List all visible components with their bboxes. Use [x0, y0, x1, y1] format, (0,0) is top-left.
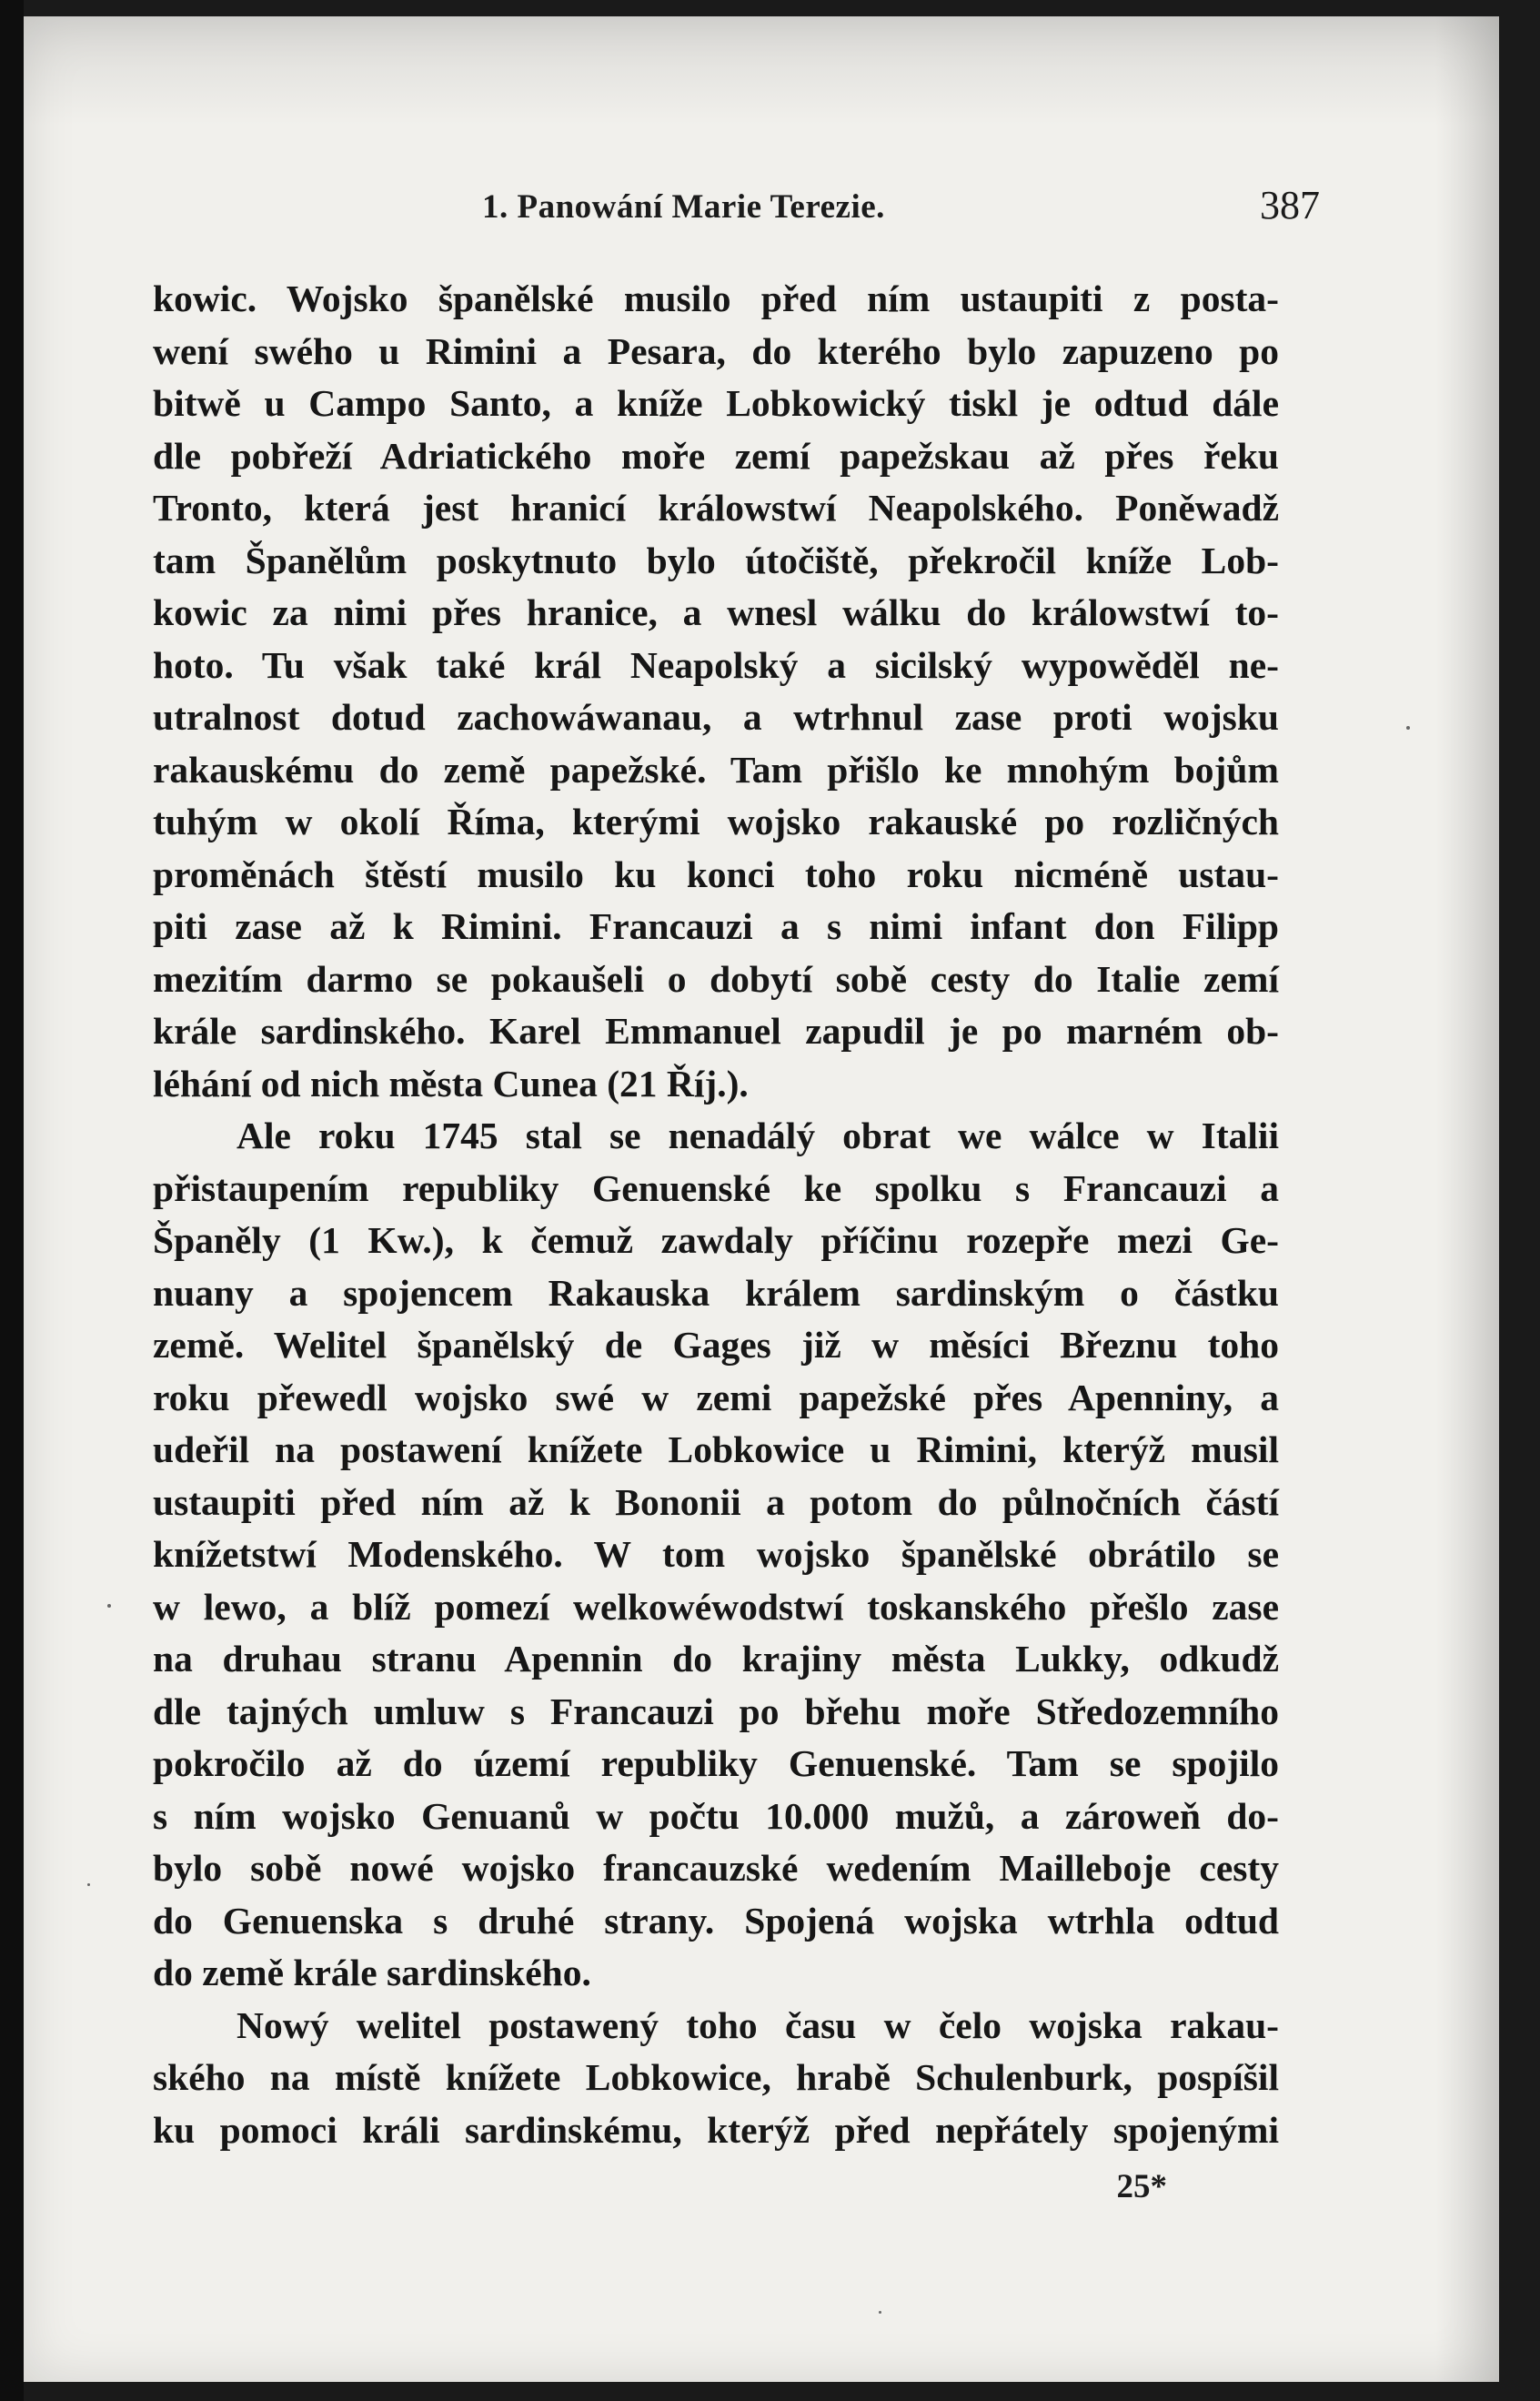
paper-speck: [107, 1604, 111, 1608]
text-line: piti zase až k Rimini. Francauzi a s nimi infant don Filipp: [153, 905, 1279, 947]
text-line: w lewo, a blíž pomezí welkowéwodstwí toskanského přešlo zase: [153, 1585, 1279, 1628]
paper-speck: [87, 1883, 90, 1886]
text-line: hoto. Tu však také král Neapolský a sicilský wypowěděl ne-: [153, 643, 1279, 686]
text-line: pokročilo až do území republiky Genuenské. Tam se spojilo: [153, 1742, 1279, 1784]
text-line: do země krále sardinského.: [153, 1952, 591, 1993]
text-line: proměnách štěstí musilo ku konci toho roku nicméně ustau-: [153, 852, 1279, 895]
paper-speck: [879, 2311, 881, 2314]
text-line: Španěly (1 Kw.), k čemuž zawdaly příčinu rozepře mezi Ge-: [153, 1219, 1279, 1261]
paper-speck: [1406, 726, 1410, 730]
signature-mark: 25*: [1116, 2168, 1167, 2205]
text-line: krále sardinského. Karel Emmanuel zapudil je po marném ob-: [153, 1010, 1279, 1052]
text-line: utralnost dotud zachowáwanau, a wtrhnul zase proti wojsku: [153, 696, 1279, 738]
text-line: na druhau stranu Apennin do krajiny města Lukky, odkudž: [153, 1638, 1279, 1680]
text-line: knížetstwí Modenského. W tom wojsko španělské obrátilo se: [153, 1533, 1279, 1575]
text-line: rakauskému do země papežské. Tam přišlo ke mnohým bojům: [153, 748, 1279, 791]
text-line: ustaupiti před ním až k Bononii a potom do půlnočních částí: [153, 1480, 1279, 1523]
text-line: kowic za nimi přes hranice, a wnesl wálku do králowstwí to-: [153, 591, 1279, 633]
page-number: 387: [1260, 183, 1320, 227]
text-line: dle pobřeží Adriatického moře zemí papežskau až přes řeku: [153, 434, 1279, 477]
text-line: s ním wojsko Genuanů w počtu 10.000 mužů, a zároweň do-: [153, 1794, 1279, 1837]
text-line: země. Welitel španělský de Gages již w měsíci Březnu toho: [153, 1324, 1279, 1366]
text-line: přistaupením republiky Genuenské ke spolku s Francauzi a: [153, 1166, 1279, 1209]
text-line: dle tajných umluw s Francauzi po břehu moře Středozemního: [153, 1690, 1279, 1732]
text-line: Nowý welitel postawený toho času w čelo wojska rakau-: [237, 2003, 1279, 2046]
text-line: kowic. Wojsko španělské musilo před ním ustaupiti z posta-: [153, 277, 1279, 319]
text-line: bylo sobě nowé wojsko francauzské wedením Mailleboje cesty: [153, 1847, 1279, 1889]
scan-border-left: [0, 0, 24, 2401]
running-head: 1. Panowání Marie Terezie.: [482, 188, 885, 226]
text-line: Ale roku 1745 stal se nenadálý obrat we wálce w Italii: [237, 1115, 1279, 1156]
text-line: tam Španělům poskytnuto bylo útočiště, překročil kníže Lob-: [153, 539, 1279, 581]
text-line: bitwě u Campo Santo, a kníže Lobkowický tiskl je odtud dále: [153, 382, 1279, 424]
text-line: udeřil na postawení knížete Lobkowice u Rimini, kterýž musil: [153, 1428, 1279, 1470]
text-line: mezitím darmo se pokaušeli o dobytí sobě cesty do Italie zemí: [153, 957, 1279, 1000]
text-line: nuany a spojencem Rakauska králem sardinským o částku: [153, 1271, 1279, 1314]
text-line: Tronto, která jest hranicí králowstwí Neapolského. Poněwadž: [153, 487, 1279, 529]
text-line: roku přewedl wojsko swé w zemi papežské přes Apenniny, a: [153, 1376, 1279, 1418]
text-line: tuhým w okolí Říma, kterými wojsko rakauské po rozličných: [153, 801, 1279, 842]
text-line: wení swého u Rimini a Pesara, do kterého bylo zapuzeno po: [153, 329, 1279, 372]
body-text: [153, 273, 1279, 2156]
text-line: ského na místě knížete Lobkowice, hrabě Schulenburk, pospíšil: [153, 2056, 1279, 2098]
text-line: ku pomoci králi sardinskému, kterýž před nepřátely spojenými: [153, 2108, 1279, 2151]
text-line: léhání od nich města Cunea (21 Říj.).: [153, 1062, 749, 1105]
text-line: do Genuenska s druhé strany. Spojená wojska wtrhla odtud: [153, 1899, 1279, 1942]
